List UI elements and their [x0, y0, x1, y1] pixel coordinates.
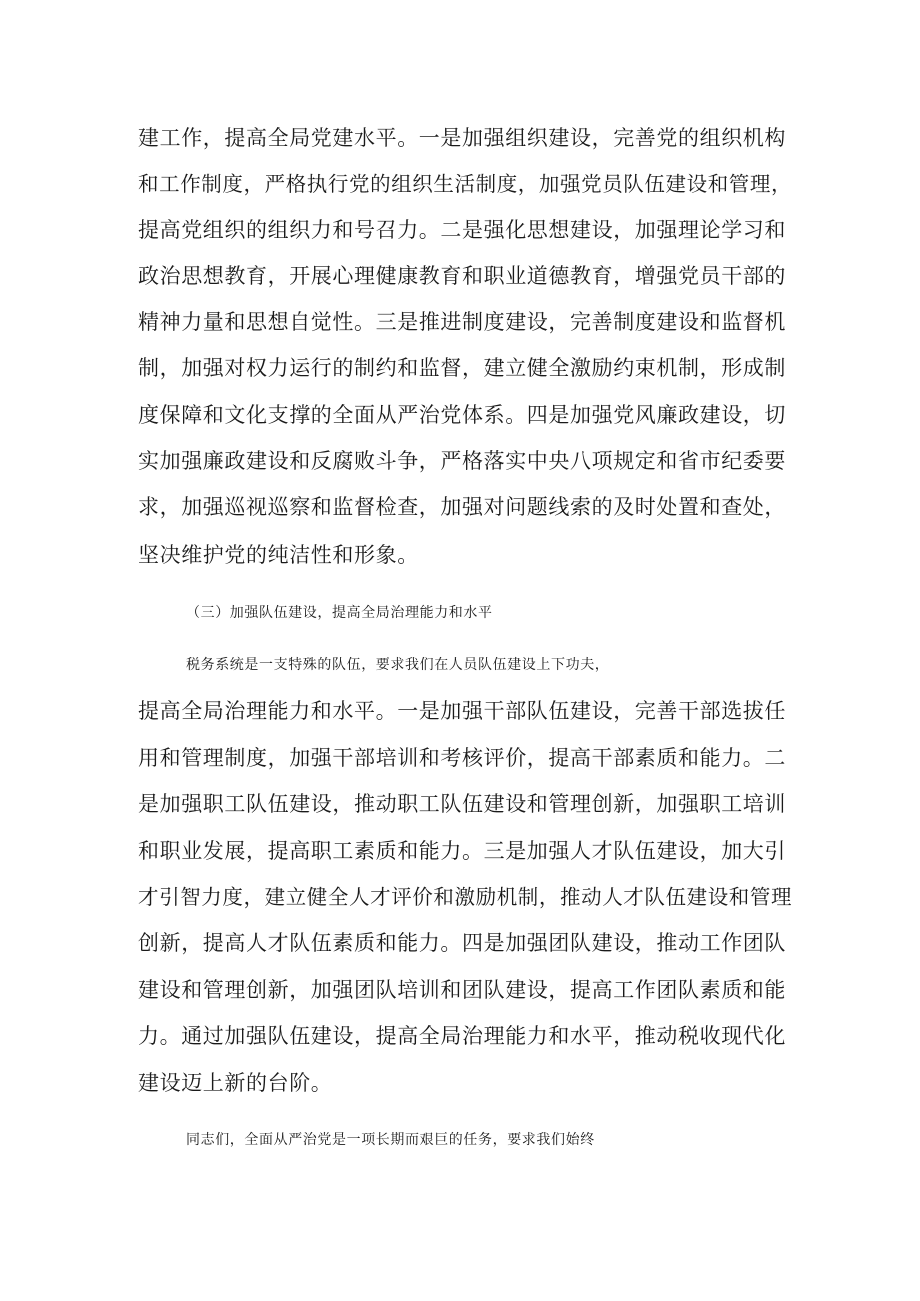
text-line: 提高党组织的组织力和号召力。二是强化思想建设，加强理论学习和: [138, 218, 786, 242]
text-line: 制，加强对权力运行的制约和监督，建立健全激励约束机制，形成制: [138, 356, 786, 380]
paragraph-first-line: 同志们，全面从严治党是一项长期而艰巨的任务，要求我们始终: [186, 1132, 595, 1148]
text-line: 建设和管理创新，加强团队培训和团队建设，提高工作团队素质和能: [138, 978, 786, 1002]
text-line: 用和管理制度，加强干部培训和考核评价，提高干部素质和能力。二: [138, 746, 786, 770]
text-line: 和工作制度，严格执行党的组织生活制度，加强党员队伍建设和管理，: [138, 172, 793, 196]
text-line: 政治思想教育，开展心理健康教育和职业道德教育，增强党员干部的: [138, 264, 786, 288]
text-line: 建设迈上新的台阶。: [138, 1071, 333, 1095]
text-line: 提高全局治理能力和水平。一是加强干部队伍建设，完善干部选拔任: [138, 699, 786, 723]
text-line: 和职业发展，提高职工素质和能力。三是加强人才队伍建设，加大引: [138, 839, 786, 863]
text-line: 精神力量和思想自觉性。三是推进制度建设，完善制度建设和监督机: [138, 310, 786, 334]
section-heading: （三）加强队伍建设，提高全局治理能力和水平: [186, 605, 493, 621]
text-line: 求，加强巡视巡察和监督检查，加强对问题线索的及时处置和查处，: [138, 495, 786, 519]
text-line: 坚决维护党的纯洁性和形象。: [138, 543, 419, 567]
text-line: 创新，提高人才队伍素质和能力。四是加强团队建设，推动工作团队: [138, 931, 786, 955]
text-line: 才引智力度，建立健全人才评价和激励机制，推动人才队伍建设和管理: [138, 885, 793, 909]
text-line: 度保障和文化支撑的全面从严治党体系。四是加强党风廉政建设，切: [138, 403, 786, 427]
text-line: 力。通过加强队伍建设，提高全局治理能力和水平，推动税收现代化: [138, 1024, 786, 1048]
text-line: 实加强廉政建设和反腐败斗争，严格落实中央八项规定和省市纪委要: [138, 449, 786, 473]
text-line: 是加强职工队伍建设，推动职工队伍建设和管理创新，加强职工培训: [138, 792, 786, 816]
paragraph-first-line: 税务系统是一支特殊的队伍，要求我们在人员队伍建设上下功夫，: [186, 657, 610, 673]
text-line: 建工作，提高全局党建水平。一是加强组织建设，完善党的组织机构: [138, 126, 786, 150]
